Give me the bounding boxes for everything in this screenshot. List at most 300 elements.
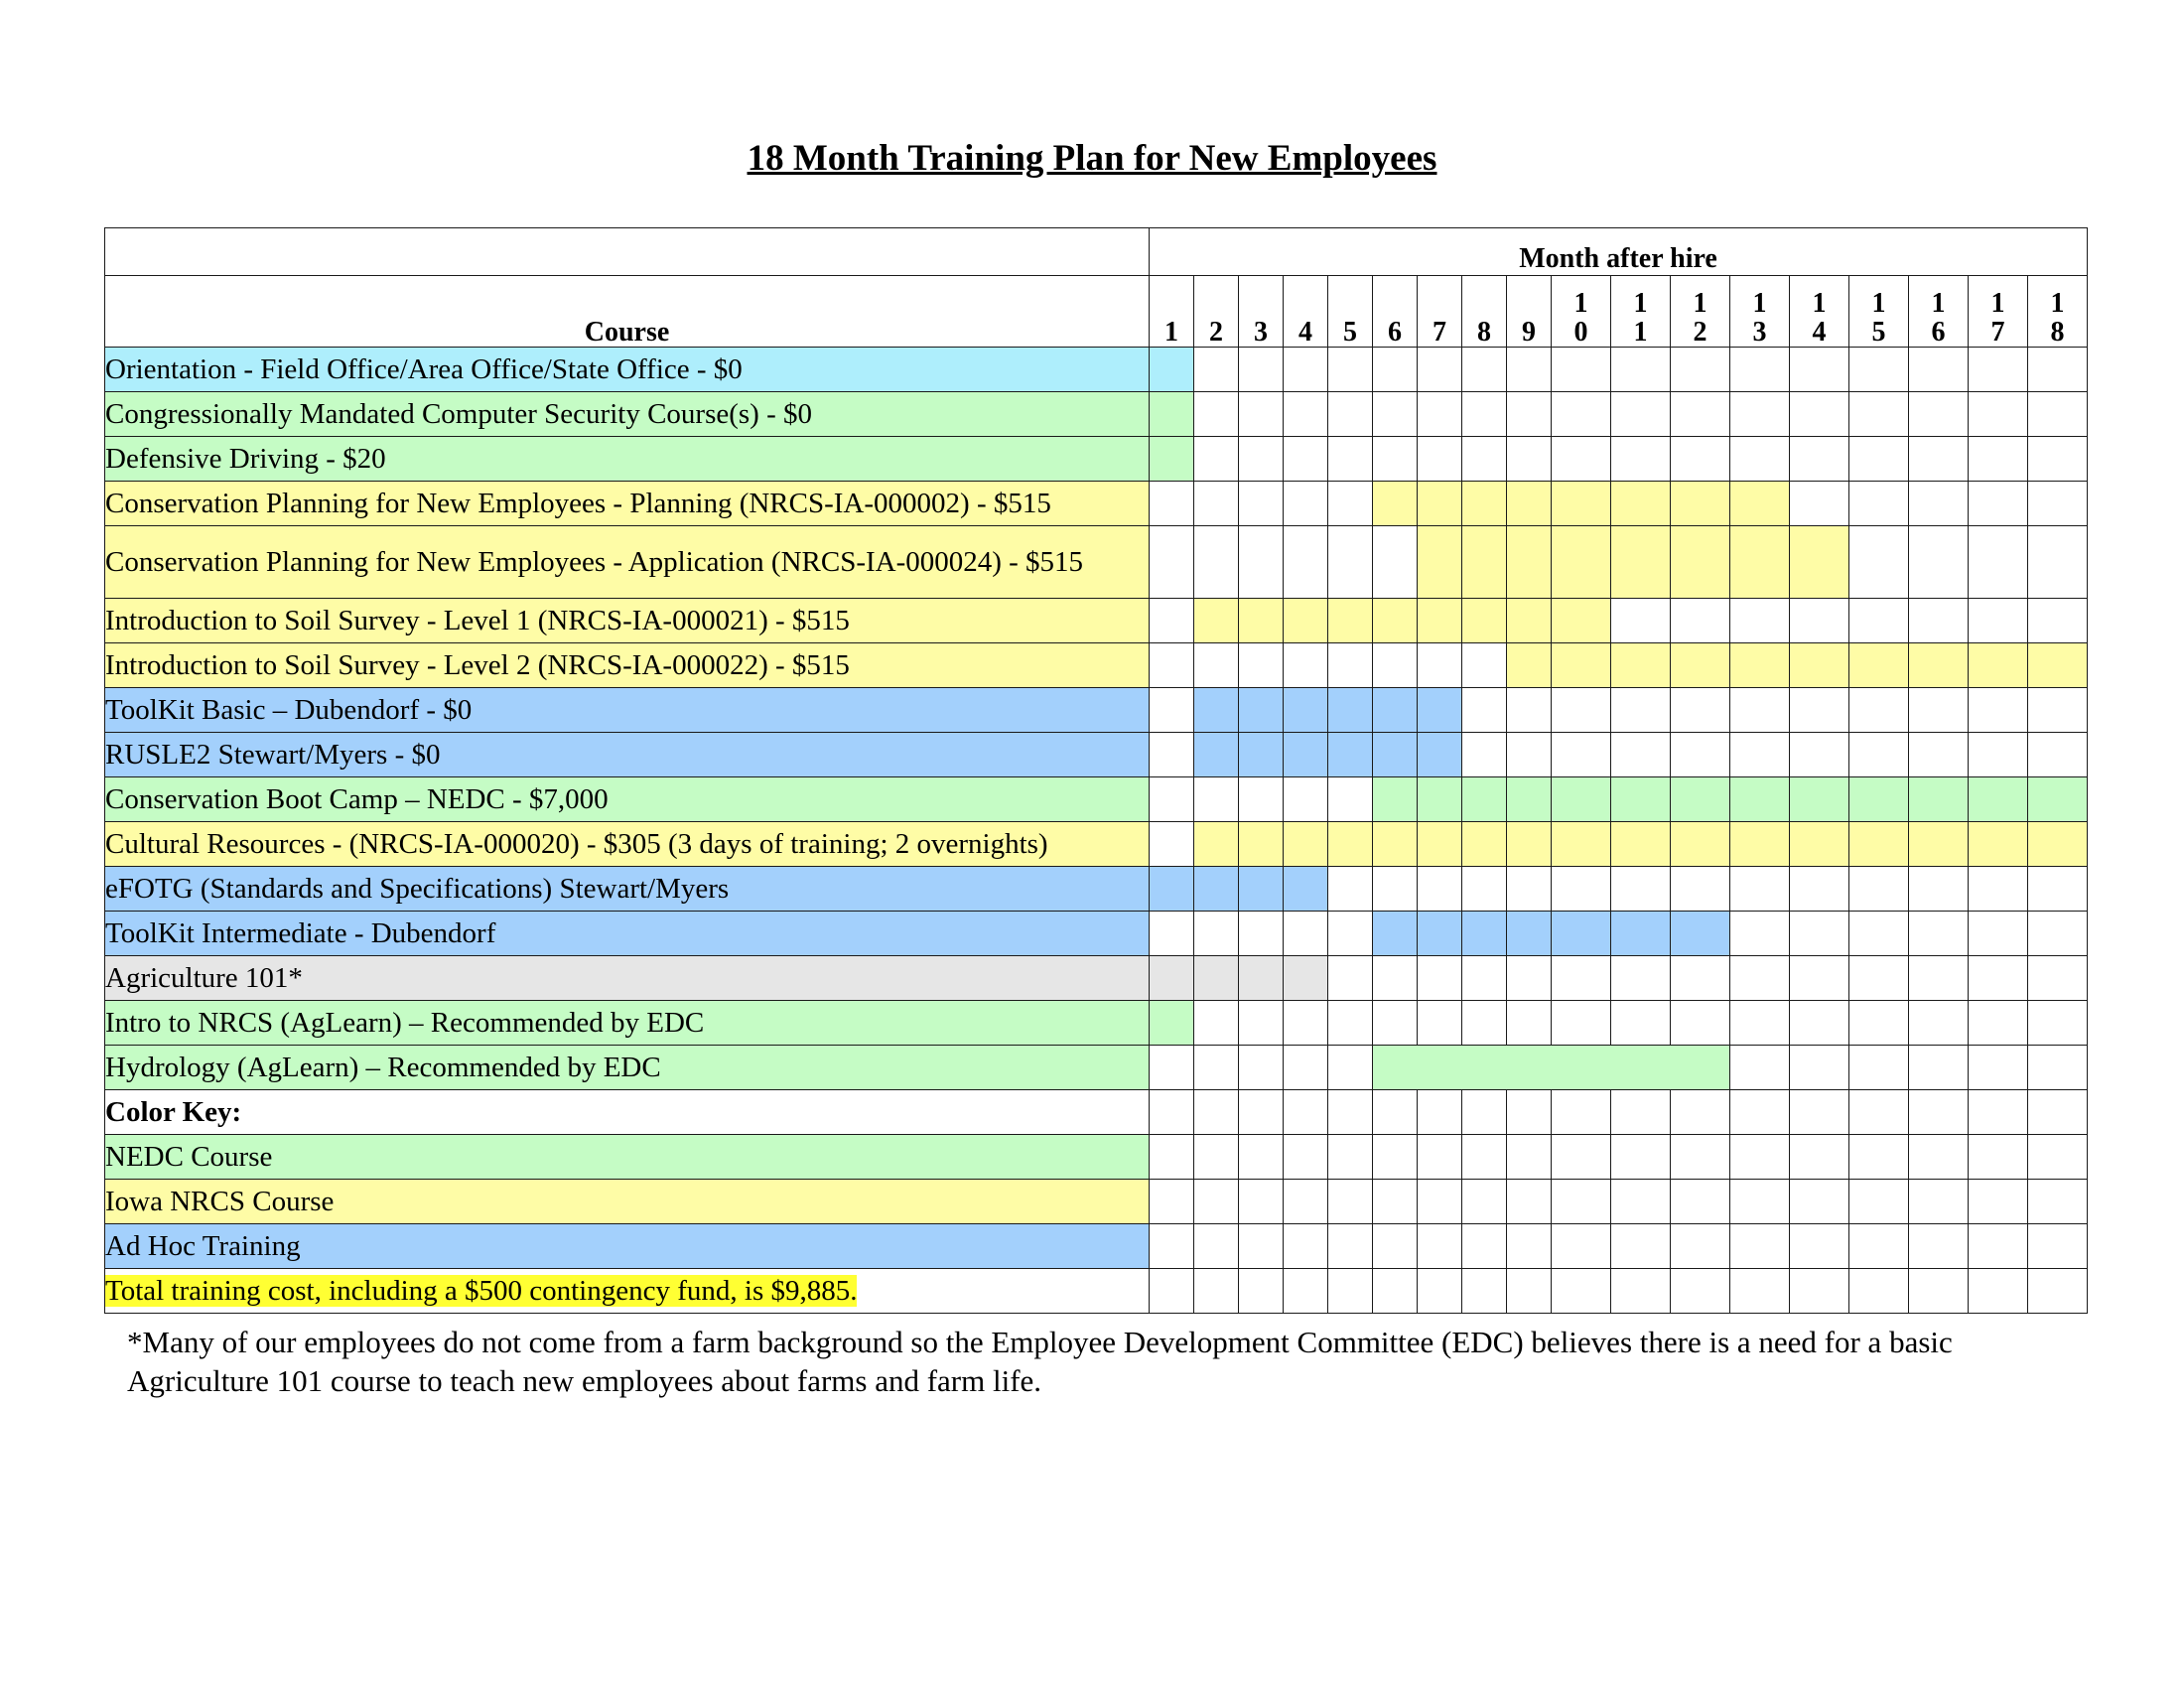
course-cell — [105, 912, 1150, 956]
course-cell — [105, 1269, 1150, 1314]
month-cell — [1849, 1224, 1909, 1269]
month-header-1 — [1150, 276, 1194, 348]
month-cell — [1730, 1090, 1790, 1135]
month-cell — [1239, 348, 1284, 392]
table-row — [105, 643, 2088, 688]
month-cell — [1150, 1180, 1194, 1224]
month-cell-scheduled — [1969, 777, 2028, 822]
course-cell — [105, 867, 1150, 912]
month-cell — [1284, 348, 1328, 392]
month-cell-scheduled — [1552, 599, 1611, 643]
month-cell — [1790, 1001, 1849, 1046]
month-cell — [1194, 777, 1239, 822]
month-cell — [1969, 526, 2028, 599]
month-cell — [2028, 348, 2088, 392]
month-cell — [1611, 392, 1671, 437]
month-cell — [1284, 1135, 1328, 1180]
month-cell-scheduled — [2028, 822, 2088, 867]
month-number: 5 — [1343, 317, 1357, 348]
month-cell — [1418, 1269, 1462, 1314]
month-cell — [1328, 1224, 1373, 1269]
course-cell — [105, 348, 1150, 392]
month-cell-scheduled — [1462, 822, 1507, 867]
month-cell — [1849, 1046, 1909, 1090]
month-cell-scheduled — [1671, 526, 1730, 599]
table-row — [105, 1224, 2088, 1269]
month-cell-scheduled — [1418, 733, 1462, 777]
month-cell — [1790, 599, 1849, 643]
table-row — [105, 956, 2088, 1001]
table-row — [105, 526, 2088, 599]
month-cell — [1328, 1090, 1373, 1135]
month-cell — [1849, 956, 1909, 1001]
month-cell — [1790, 437, 1849, 482]
month-cell — [1790, 956, 1849, 1001]
month-cell — [1150, 1269, 1194, 1314]
month-cell — [1507, 867, 1552, 912]
month-cell-scheduled — [1328, 599, 1373, 643]
month-cell — [1462, 437, 1507, 482]
month-cell — [1969, 688, 2028, 733]
month-cell — [1909, 1001, 1969, 1046]
month-cell-scheduled — [1462, 482, 1507, 526]
month-cell — [1909, 1046, 1969, 1090]
month-cell — [1462, 1135, 1507, 1180]
month-cell — [1418, 348, 1462, 392]
month-cell — [1552, 1180, 1611, 1224]
month-cell-scheduled — [1507, 643, 1552, 688]
month-cell — [1462, 1224, 1507, 1269]
table-row — [105, 437, 2088, 482]
month-header-4 — [1284, 276, 1328, 348]
course-name: RUSLE2 Stewart/Myers - $0 — [105, 739, 441, 771]
month-cell — [1671, 1135, 1730, 1180]
month-cell — [1730, 912, 1790, 956]
month-cell — [1849, 1269, 1909, 1314]
month-cell — [1462, 1180, 1507, 1224]
month-cell — [1239, 1224, 1284, 1269]
month-cell — [1373, 526, 1418, 599]
course-cell — [105, 1090, 1150, 1135]
month-cell-scheduled — [1239, 956, 1284, 1001]
course-cell — [105, 1180, 1150, 1224]
month-cell — [1284, 1090, 1328, 1135]
course-name: Introduction to Soil Survey - Level 2 (NRCS-IA-000022) - $515 — [105, 649, 850, 681]
month-cell — [1611, 867, 1671, 912]
month-cell — [1418, 1180, 1462, 1224]
month-cell — [1671, 599, 1730, 643]
month-cell-scheduled — [1373, 688, 1418, 733]
month-cell — [1790, 912, 1849, 956]
month-cell — [1790, 1180, 1849, 1224]
header-row-top — [105, 228, 2088, 276]
course-cell — [105, 437, 1150, 482]
month-cell — [2028, 733, 2088, 777]
month-number: 1 0 — [1573, 288, 1588, 348]
month-cell — [1611, 1090, 1671, 1135]
course-name: Conservation Planning for New Employees - Planning (NRCS-IA-000002) - $515 — [105, 488, 1051, 519]
month-cell — [1909, 1090, 1969, 1135]
month-cell — [1284, 1180, 1328, 1224]
month-cell-scheduled — [1507, 912, 1552, 956]
month-cell — [1552, 1090, 1611, 1135]
month-cell-scheduled — [1418, 777, 1462, 822]
month-cell-scheduled — [1969, 822, 2028, 867]
course-name: Total training cost, including a $500 contingency fund, is $9,885. — [105, 1275, 858, 1307]
course-name: Color Key: — [105, 1096, 242, 1128]
month-cell — [1909, 688, 1969, 733]
month-cell-scheduled — [1418, 912, 1462, 956]
month-cell — [1969, 1090, 2028, 1135]
month-cell-scheduled — [1671, 822, 1730, 867]
month-cell-scheduled — [1671, 777, 1730, 822]
month-number: 8 — [1477, 317, 1491, 348]
month-cell — [1611, 437, 1671, 482]
page-title: 18 Month Training Plan for New Employees — [747, 138, 1437, 179]
month-cell — [1284, 482, 1328, 526]
course-cell — [105, 482, 1150, 526]
month-header-16 — [1909, 276, 1969, 348]
month-cell-scheduled — [1328, 733, 1373, 777]
month-cell — [2028, 599, 2088, 643]
month-cell — [1909, 599, 1969, 643]
month-cell-scheduled — [1790, 822, 1849, 867]
month-cell-scheduled — [1790, 643, 1849, 688]
month-cell — [1671, 688, 1730, 733]
month-cell-scheduled — [1611, 822, 1671, 867]
month-number: 3 — [1254, 317, 1268, 348]
month-cell — [1150, 1090, 1194, 1135]
month-cell — [1150, 526, 1194, 599]
course-cell — [105, 956, 1150, 1001]
month-cell — [1239, 1001, 1284, 1046]
month-number: 1 — [1164, 317, 1178, 348]
month-cell — [1507, 348, 1552, 392]
month-cell — [1671, 392, 1730, 437]
month-cell — [1373, 1269, 1418, 1314]
month-cell — [1849, 526, 1909, 599]
month-cell — [1239, 392, 1284, 437]
month-cell — [1969, 956, 2028, 1001]
month-cell — [1150, 1046, 1194, 1090]
month-cell — [1552, 688, 1611, 733]
month-cell — [1239, 1135, 1284, 1180]
month-cell — [1909, 1180, 1969, 1224]
course-name: Congressionally Mandated Computer Security Course(s) - $0 — [105, 398, 812, 430]
month-cell-scheduled — [1611, 912, 1671, 956]
month-cell-scheduled — [1730, 777, 1790, 822]
month-cell — [1328, 956, 1373, 1001]
month-cell — [1284, 526, 1328, 599]
month-number: 4 — [1298, 317, 1312, 348]
month-cell-scheduled — [1194, 822, 1239, 867]
month-cell — [1552, 733, 1611, 777]
month-cell-scheduled — [1611, 643, 1671, 688]
month-number: 1 3 — [1752, 288, 1767, 348]
month-cell-scheduled — [1284, 956, 1328, 1001]
month-cell-scheduled — [1909, 643, 1969, 688]
course-name: Defensive Driving - $20 — [105, 443, 386, 475]
month-cell — [1418, 867, 1462, 912]
month-cell-scheduled — [1909, 777, 1969, 822]
month-cell — [2028, 1090, 2088, 1135]
month-cell-scheduled — [1373, 777, 1418, 822]
month-header-2 — [1194, 276, 1239, 348]
month-cell — [1671, 956, 1730, 1001]
month-number: 1 5 — [1871, 288, 1886, 348]
month-cell — [1730, 1224, 1790, 1269]
month-cell — [1328, 392, 1373, 437]
course-cell — [105, 392, 1150, 437]
course-name: NEDC Course — [105, 1141, 273, 1173]
month-cell — [1611, 1001, 1671, 1046]
month-cell — [1611, 956, 1671, 1001]
month-cell — [1373, 392, 1418, 437]
month-cell-scheduled — [1552, 482, 1611, 526]
month-cell — [1552, 1224, 1611, 1269]
month-cell — [1611, 1180, 1671, 1224]
month-header-17 — [1969, 276, 2028, 348]
month-cell — [1239, 1046, 1284, 1090]
month-cell — [1790, 1090, 1849, 1135]
month-header-14 — [1790, 276, 1849, 348]
month-cell — [1552, 1135, 1611, 1180]
month-cell-scheduled — [1194, 956, 1239, 1001]
month-cell — [1462, 1001, 1507, 1046]
month-cell — [1507, 392, 1552, 437]
month-cell-scheduled — [1552, 643, 1611, 688]
month-cell — [1373, 956, 1418, 1001]
month-cell — [1909, 437, 1969, 482]
table-row — [105, 822, 2088, 867]
month-cell — [1671, 867, 1730, 912]
month-cell-scheduled — [1284, 867, 1328, 912]
table-row — [105, 1001, 2088, 1046]
month-cell-scheduled — [1507, 482, 1552, 526]
month-cell-scheduled — [1552, 822, 1611, 867]
month-cell-scheduled — [1150, 867, 1194, 912]
month-cell — [1373, 643, 1418, 688]
month-number: 2 — [1209, 317, 1223, 348]
month-cell — [1552, 392, 1611, 437]
month-header-18 — [2028, 276, 2088, 348]
month-cell — [1239, 437, 1284, 482]
month-header-8 — [1462, 276, 1507, 348]
month-cell — [1328, 1046, 1373, 1090]
month-header-5 — [1328, 276, 1373, 348]
month-cell — [1730, 1180, 1790, 1224]
month-number: 7 — [1433, 317, 1446, 348]
month-cell — [1328, 777, 1373, 822]
month-cell — [1969, 912, 2028, 956]
month-cell — [1373, 1224, 1418, 1269]
month-cell — [1849, 348, 1909, 392]
month-cell — [1328, 1180, 1373, 1224]
month-cell — [1611, 733, 1671, 777]
course-cell — [105, 526, 1150, 599]
month-cell — [1909, 1269, 1969, 1314]
month-cell — [1790, 392, 1849, 437]
month-cell — [1552, 1001, 1611, 1046]
month-cell-scheduled — [1284, 733, 1328, 777]
month-cell — [1730, 348, 1790, 392]
month-cell — [1909, 733, 1969, 777]
month-cell-scheduled — [1373, 599, 1418, 643]
month-cell-scheduled — [1730, 526, 1790, 599]
month-cell — [1328, 526, 1373, 599]
month-cell — [1284, 392, 1328, 437]
month-header-3 — [1239, 276, 1284, 348]
month-cell — [1194, 526, 1239, 599]
month-cell — [1194, 482, 1239, 526]
month-cell — [1239, 643, 1284, 688]
month-cell-scheduled — [1849, 777, 1909, 822]
month-cell — [1849, 1001, 1909, 1046]
month-cell — [1239, 1090, 1284, 1135]
month-cell — [1552, 437, 1611, 482]
month-cell — [1730, 599, 1790, 643]
month-cell — [1909, 348, 1969, 392]
month-cell — [1611, 688, 1671, 733]
month-cell — [1507, 1269, 1552, 1314]
month-cell — [1969, 599, 2028, 643]
month-cell — [1909, 912, 1969, 956]
month-span-cell — [1373, 1046, 1730, 1090]
month-cell — [1730, 1135, 1790, 1180]
month-cell — [1373, 1135, 1418, 1180]
month-cell — [1909, 867, 1969, 912]
month-cell — [1507, 1224, 1552, 1269]
month-cell — [1730, 1046, 1790, 1090]
month-cell — [1790, 688, 1849, 733]
month-cell — [2028, 392, 2088, 437]
month-cell-scheduled — [1507, 526, 1552, 599]
month-cell-scheduled — [1849, 643, 1909, 688]
course-name: ToolKit Intermediate - Dubendorf — [105, 917, 496, 949]
month-header-13 — [1730, 276, 1790, 348]
month-cell — [1373, 1090, 1418, 1135]
month-cell-scheduled — [1373, 912, 1418, 956]
month-cell — [1418, 437, 1462, 482]
month-number: 1 7 — [1990, 288, 2005, 348]
month-cell — [1671, 1224, 1730, 1269]
course-name: Introduction to Soil Survey - Level 1 (NRCS-IA-000021) - $515 — [105, 605, 850, 636]
month-cell-scheduled — [1194, 688, 1239, 733]
month-cell-scheduled — [1507, 822, 1552, 867]
course-name: Ad Hoc Training — [105, 1230, 301, 1262]
month-cell-scheduled — [1373, 822, 1418, 867]
month-cell — [1462, 1090, 1507, 1135]
month-cell — [1284, 1269, 1328, 1314]
month-cell — [1150, 688, 1194, 733]
month-cell — [1150, 482, 1194, 526]
month-cell — [1969, 867, 2028, 912]
month-cell-scheduled — [1328, 822, 1373, 867]
month-cell — [1150, 733, 1194, 777]
month-number: 1 6 — [1931, 288, 1946, 348]
month-cell — [2028, 1224, 2088, 1269]
month-cell-scheduled — [1671, 912, 1730, 956]
table-row — [105, 688, 2088, 733]
month-cell — [1462, 643, 1507, 688]
month-cell — [1462, 348, 1507, 392]
month-cell — [1284, 1001, 1328, 1046]
month-cell — [1194, 1046, 1239, 1090]
month-cell-scheduled — [1284, 688, 1328, 733]
month-cell — [1150, 1224, 1194, 1269]
month-cell — [1194, 437, 1239, 482]
course-cell — [105, 733, 1150, 777]
month-cell — [1790, 1135, 1849, 1180]
month-cell — [1150, 599, 1194, 643]
month-cell — [1328, 1269, 1373, 1314]
month-cell — [1194, 348, 1239, 392]
course-name: Iowa NRCS Course — [105, 1186, 335, 1217]
month-number: 6 — [1388, 317, 1402, 348]
course-name: eFOTG (Standards and Specifications) Stewart/Myers — [105, 873, 730, 905]
month-cell-scheduled — [1507, 599, 1552, 643]
month-cell — [1790, 348, 1849, 392]
month-cell-scheduled — [1671, 643, 1730, 688]
month-cell-scheduled — [1150, 392, 1194, 437]
month-cell — [1284, 437, 1328, 482]
month-cell — [1849, 1135, 1909, 1180]
month-cell — [1507, 1001, 1552, 1046]
month-cell — [1418, 956, 1462, 1001]
month-cell — [1507, 437, 1552, 482]
month-cell — [1462, 956, 1507, 1001]
month-cell-scheduled — [1552, 777, 1611, 822]
month-cell — [1552, 348, 1611, 392]
month-cell — [1969, 1135, 2028, 1180]
month-cell — [1969, 348, 2028, 392]
month-cell — [1373, 1180, 1418, 1224]
month-cell-scheduled — [1462, 912, 1507, 956]
course-name: Agriculture 101* — [105, 962, 303, 994]
month-cell — [1790, 1046, 1849, 1090]
month-header-7 — [1418, 276, 1462, 348]
month-cell — [2028, 1180, 2088, 1224]
month-cell — [1462, 688, 1507, 733]
month-cell — [2028, 912, 2088, 956]
month-cell-scheduled — [1418, 526, 1462, 599]
month-cell — [1969, 437, 2028, 482]
month-cell — [1730, 437, 1790, 482]
month-cell — [1507, 956, 1552, 1001]
month-cell — [1730, 956, 1790, 1001]
month-number: 1 4 — [1812, 288, 1827, 348]
course-cell — [105, 1135, 1150, 1180]
month-cell — [2028, 1135, 2088, 1180]
month-cell — [1239, 777, 1284, 822]
month-cell — [1671, 437, 1730, 482]
month-cell — [1328, 912, 1373, 956]
month-cell — [1239, 1269, 1284, 1314]
course-cell — [105, 1001, 1150, 1046]
course-name: Orientation - Field Office/Area Office/State Office - $0 — [105, 353, 743, 385]
month-cell — [1849, 867, 1909, 912]
month-cell — [1328, 1001, 1373, 1046]
month-cell — [1611, 1269, 1671, 1314]
month-cell-scheduled — [1462, 526, 1507, 599]
month-cell — [1373, 867, 1418, 912]
month-cell-scheduled — [1239, 867, 1284, 912]
month-cell — [1849, 599, 1909, 643]
course-column-header: Course — [105, 276, 1150, 348]
month-cell-scheduled — [1730, 822, 1790, 867]
course-name: Cultural Resources - (NRCS-IA-000020) - $305 (3 days of training; 2 overnights) — [105, 828, 1048, 860]
month-cell-scheduled — [1611, 526, 1671, 599]
